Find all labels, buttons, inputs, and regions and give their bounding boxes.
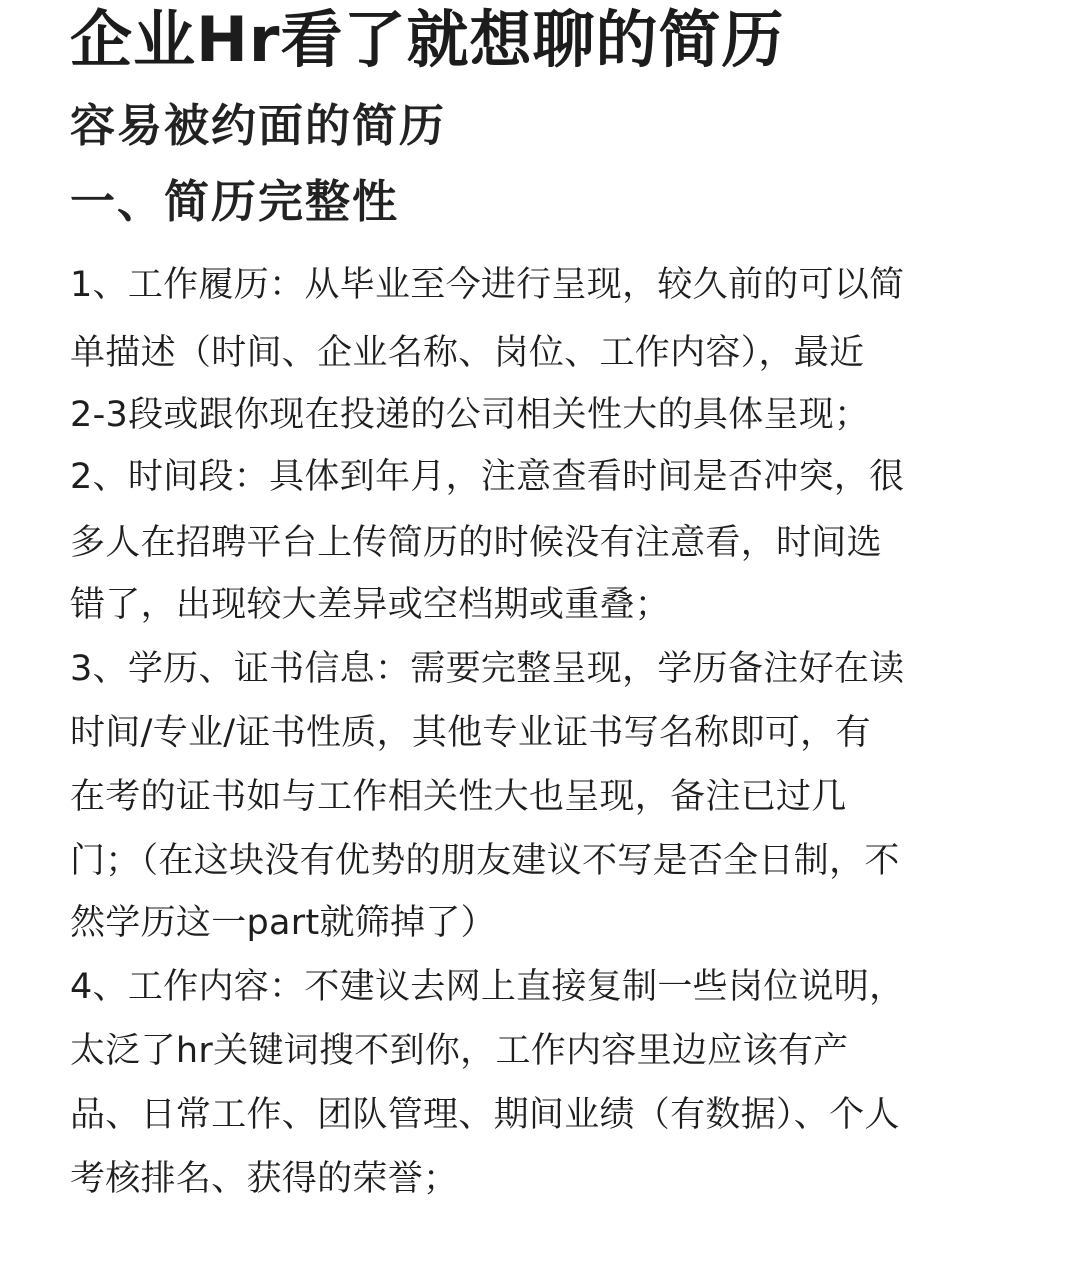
body-line: 考核排名、获得的荣誉；	[70, 1159, 459, 1199]
body-line: 错了，出现较大差异或空档期或重叠；	[70, 585, 671, 625]
body-line: 在考的证书如与工作相关性大也呈现，备注已过几	[70, 777, 847, 817]
body-line: 时间/专业/证书性质，其他专业证书写名称即可，有	[70, 713, 871, 753]
body-line: 2、时间段：具体到年月，注意查看时间是否冲突，很	[70, 457, 905, 497]
body-line: 单描述（时间、企业名称、岗位、工作内容），最近	[70, 333, 865, 373]
body-line: 多人在招聘平台上传简历的时候没有注意看，时间选	[70, 523, 882, 563]
body-line: 4、工作内容：不建议去网上直接复制一些岗位说明，	[70, 967, 905, 1007]
body-line: 然学历这一part就筛掉了）	[70, 903, 496, 943]
page-title: 企业Hr看了就想聊的简历	[70, 3, 785, 76]
body-line: 门；（在这块没有优势的朋友建议不写是否全日制，不	[70, 841, 900, 881]
body-line: 太泛了hr关键词搜不到你，工作内容里边应该有产	[70, 1031, 849, 1071]
section-heading: 一、简历完整性	[70, 175, 400, 228]
page-subtitle: 容易被约面的简历	[70, 99, 447, 152]
body-line: 品、日常工作、团队管理、期间业绩（有数据）、个人	[70, 1095, 900, 1135]
body-line: 1、工作履历：从毕业至今进行呈现，较久前的可以简	[70, 265, 905, 305]
body-line: 2-3段或跟你现在投递的公司相关性大的具体呈现；	[70, 395, 870, 435]
body-line: 3、学历、证书信息：需要完整呈现，学历备注好在读	[70, 649, 905, 689]
